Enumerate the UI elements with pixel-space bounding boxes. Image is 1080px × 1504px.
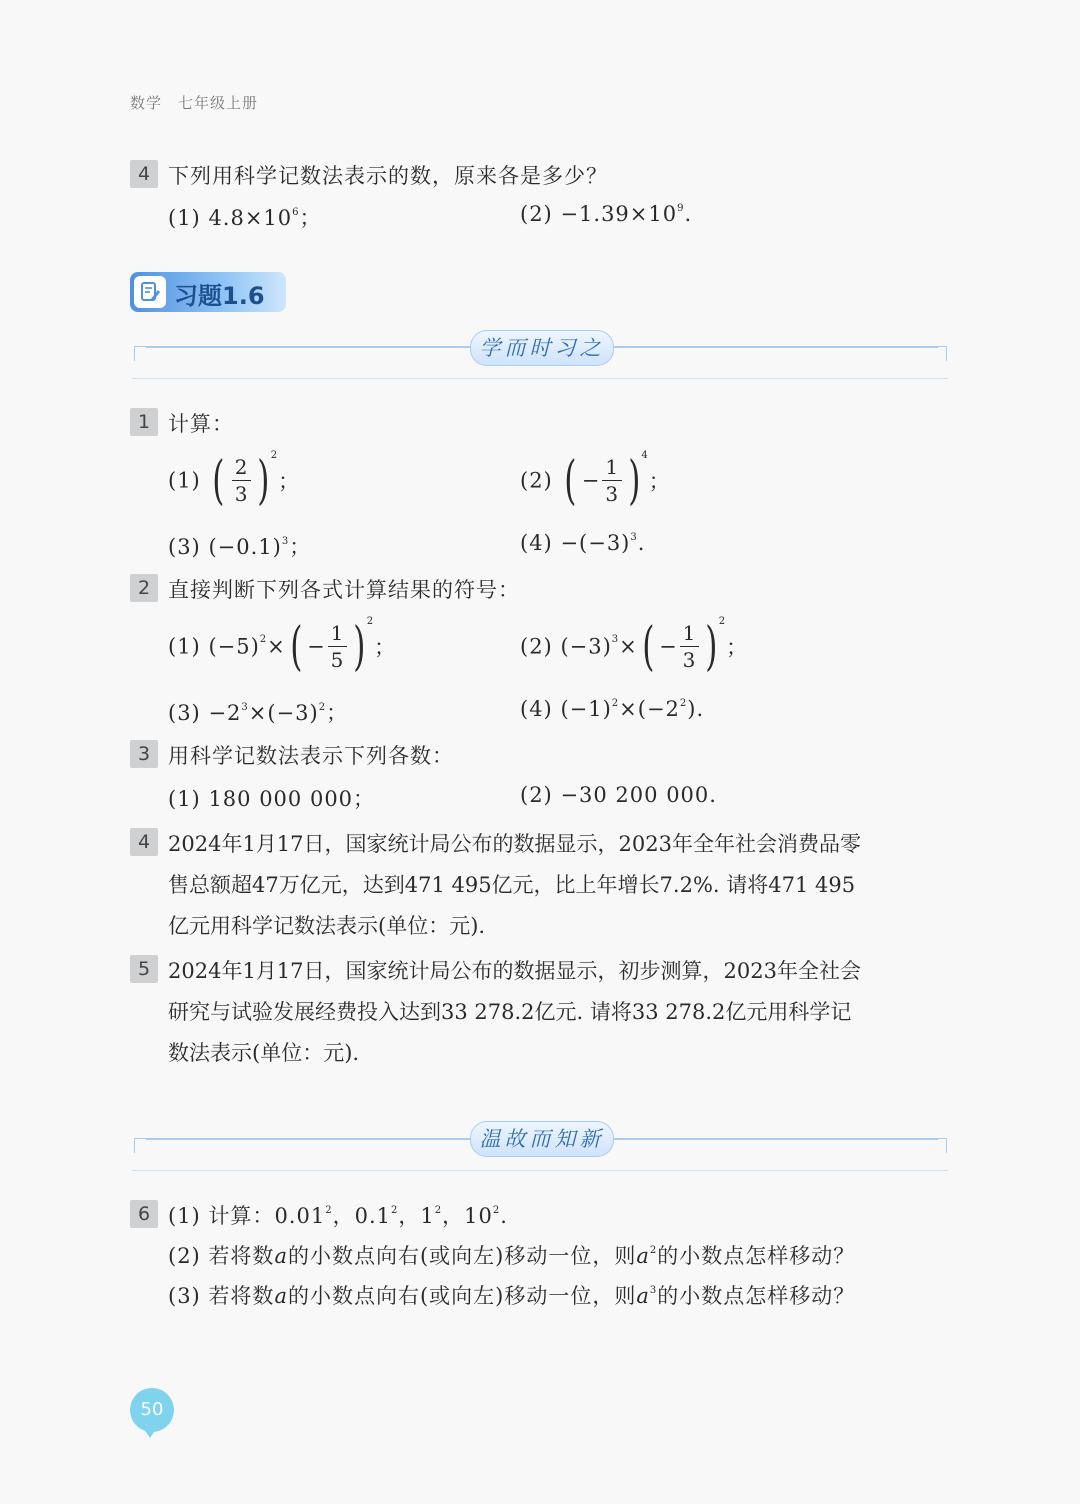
sub-item: (2) $(-3)^3\times$( − $\frac{1}{3}$ )$^2$； <box>520 616 749 677</box>
sub-item: (4) $(-1)^2\times(-2^2)$. <box>520 697 705 721</box>
question-number: 3 <box>130 740 158 768</box>
question-text: 直接判断下列各式计算结果的符号： <box>168 578 520 602</box>
sub-item: $(3) -2^3\times(-3)^2$； <box>168 701 349 725</box>
question-number: 1 <box>130 408 158 436</box>
sub-item: (1) 180 000 000； <box>168 787 376 811</box>
pencil-note-icon <box>134 276 166 308</box>
question-text: 下列用科学记数法表示的数，原来各是多少？ <box>168 164 608 188</box>
sub-item: (2) −30 200 000. <box>520 783 717 807</box>
question-number: 4 <box>130 828 158 856</box>
question-number: 6 <box>130 1200 158 1228</box>
sub-item: (1) 计算：0.01$^2$，$0.1^2$，$1^2$，$10^2$. <box>168 1204 508 1228</box>
sub-item: (1) $(-5)^2\times$( − $\frac{1}{5}$ )$^2$； <box>168 616 397 677</box>
sub-item: (3) $(-0.1)^3$； <box>168 535 312 559</box>
header-grade: 七年级上册 <box>178 94 259 112</box>
section-title: 学而时习之 <box>470 330 614 366</box>
sub-item: $(4) -(-3)^3$. <box>520 531 646 555</box>
question-line: 亿元用科学记数法表示(单位：元). <box>168 914 486 938</box>
question-text: 用科学记数法表示下列各数： <box>168 744 454 768</box>
question-line: 研究与试验发展经费投入达到33 278.2亿元. 请将33 278.2亿元用科学记 <box>168 1000 852 1024</box>
running-header <box>130 92 258 113</box>
page-number: 50 <box>130 1388 174 1432</box>
sub-item: (2) 若将数a的小数点向右(或向左)移动一位，则$a^2$的小数点怎样移动？ <box>168 1244 856 1268</box>
header-subject: 数学 <box>130 94 163 112</box>
question-text: 计算： <box>168 412 234 436</box>
exercise-banner <box>130 272 286 312</box>
question-line: 2024年1月17日，国家统计局公布的数据显示，初步测算，2023年全社会 <box>168 959 861 983</box>
question-line: 2024年1月17日，国家统计局公布的数据显示，2023年全年社会消费品零 <box>168 832 861 856</box>
question-number: 5 <box>130 955 158 983</box>
sub-item: (2) ( − $\frac{1}{3}$ )$^4$； <box>520 450 671 511</box>
sub-item: $(2) -1.39\times 10^9$. <box>520 202 693 226</box>
sub-item: (1) ( $\frac{2}{3}$ )$^2$； <box>168 450 301 511</box>
sub-item: (3) 若将数a的小数点向右(或向左)移动一位，则$a^3$的小数点怎样移动？ <box>168 1284 856 1308</box>
question-number: 4 <box>130 160 158 188</box>
question-line: 数法表示(单位：元). <box>168 1041 360 1065</box>
section-title: 温故而知新 <box>470 1121 614 1157</box>
exercise-title: 习题1.6 <box>174 282 265 310</box>
question-line: 售总额超47万亿元，达到471 495亿元，比上年增长7.2%. 请将471 495 <box>168 873 856 897</box>
sub-item: (1) $4.8\times 10^6$； <box>168 206 322 230</box>
question-number: 2 <box>130 574 158 602</box>
